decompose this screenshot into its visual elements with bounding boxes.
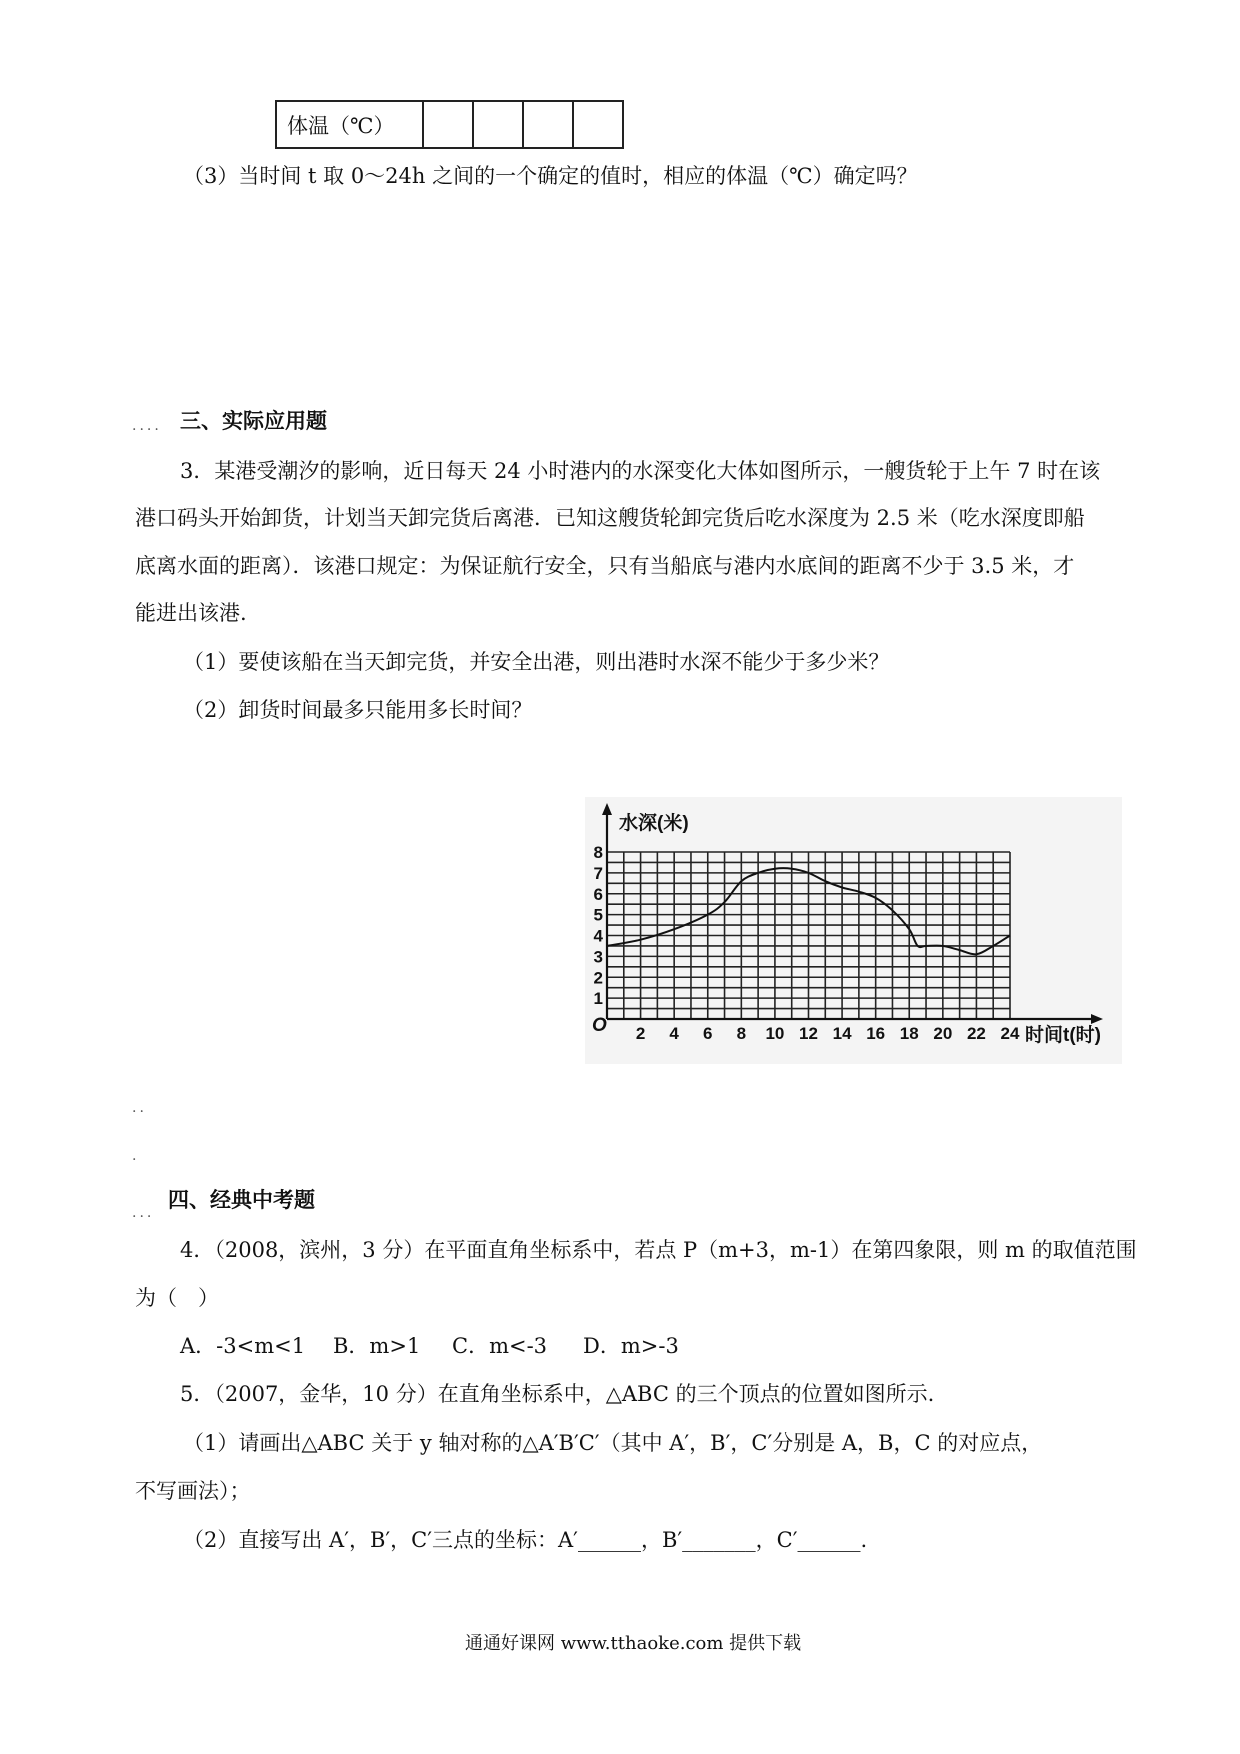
x-tick-label: 20 — [933, 1024, 953, 1043]
x-tick-label: 4 — [669, 1024, 679, 1043]
x-tick-label: 24 — [1000, 1024, 1020, 1043]
y-tick-label: 4 — [593, 926, 603, 946]
option-b: B．m>1 — [333, 1334, 421, 1358]
x-tick-label: 22 — [966, 1024, 986, 1043]
x-axis-label: 时间t(时) — [1025, 1025, 1101, 1046]
section-3-title: 三、实际应用题 — [180, 408, 327, 433]
chart-grid — [607, 852, 1010, 1019]
option-d: D．m>-3 — [583, 1334, 679, 1358]
section-dots: ... — [132, 1205, 155, 1221]
section-4-title: 四、经典中考题 — [168, 1187, 315, 1212]
problem-4-line-2: 为（ ） — [135, 1286, 219, 1310]
x-tick-label: 8 — [736, 1024, 747, 1043]
x-tick-label: 10 — [765, 1024, 785, 1043]
y-tick-label: 2 — [593, 968, 603, 988]
table-header-temperature: 体温（℃） — [276, 101, 423, 148]
y-tick-label: 6 — [593, 884, 603, 904]
x-tick-label: 2 — [635, 1024, 646, 1043]
y-tick-label: 3 — [593, 947, 603, 967]
footer-text: 通通好课网 www.tthaoke.com 提供下载 — [465, 1633, 802, 1654]
section-dots: .... — [132, 418, 162, 434]
problem-3-line-4: 能进出该港. — [135, 601, 247, 625]
table-cell — [523, 101, 573, 148]
x-tick-label: 18 — [899, 1024, 919, 1043]
table-cell — [473, 101, 523, 148]
y-tick-label: 8 — [593, 843, 603, 862]
option-c: C．m<-3 — [452, 1334, 548, 1358]
y-axis-arrow — [602, 803, 612, 815]
problem-3-line-1: 3．某港受潮汐的影响，近日每天 24 小时港内的水深变化大体如图所示，一艘货轮于上午 7 时在该 — [180, 459, 1101, 483]
problem-3-line-3: 底离水面的距离）．该港口规定：为保证航行安全，只有当船底与港内水底间的距离不少于 3.5 米，才 — [135, 554, 1075, 578]
table-cell — [573, 101, 623, 148]
origin-label: O — [592, 1015, 607, 1036]
x-tick-label: 6 — [703, 1024, 713, 1043]
problem-3-question-1: （1）要使该船在当天卸完货，并安全出港，则出港时水深不能少于多少米？ — [183, 650, 890, 674]
problem-4-line-1: 4．（2008，滨州，3 分）在平面直角坐标系中，若点 P（m+3，m-1）在第四象限，则 m 的取值范围 — [180, 1238, 1137, 1262]
x-tick-label: 14 — [832, 1024, 852, 1043]
problem-5-line-1: 5．（2007，金华，10 分）在直角坐标系中，△ABC 的三个顶点的位置如图所示. — [180, 1382, 935, 1406]
table-row — [276, 101, 623, 148]
y-tick-label: 5 — [593, 905, 603, 925]
x-tick-label: 16 — [866, 1024, 886, 1043]
water-depth-chart — [585, 797, 1122, 1064]
small-mark: .. — [132, 1100, 147, 1116]
small-mark: . — [132, 1148, 140, 1164]
table-cell — [423, 101, 473, 148]
problem-5-question-1-cont: 不写画法）； — [135, 1479, 251, 1503]
problem-3-question-2: （2）卸货时间最多只能用多长时间？ — [183, 698, 533, 722]
chart-axes — [602, 803, 1103, 1024]
problem-5-question-2: （2）直接写出 A′，B′，C′三点的坐标：A′______，B′_______，C′______. — [183, 1528, 868, 1552]
y-axis-label: 水深(米) — [619, 813, 689, 834]
option-a: A．-3<m<1 — [180, 1334, 306, 1358]
x-tick-label: 12 — [799, 1024, 818, 1043]
y-tick-label: 7 — [593, 863, 603, 883]
x-axis-arrow — [1091, 1014, 1103, 1024]
problem-3-line-2: 港口码头开始卸货，计划当天卸完货后离港．已知这艘货轮卸完货后吃水深度为 2.5 米（吃水深度即船 — [135, 506, 1085, 530]
water-depth-chart-svg — [585, 797, 1122, 1064]
question-2-3: （3）当时间 t 取 0～24h 之间的一个确定的值时，相应的体温（℃）确定吗？ — [183, 164, 918, 188]
temperature-table — [275, 100, 624, 149]
problem-5-question-1: （1）请画出△ABC 关于 y 轴对称的△A′B′C′（其中 A′，B′，C′分别是 A，B，C 的对应点， — [183, 1431, 1043, 1455]
y-tick-label: 1 — [593, 989, 603, 1009]
